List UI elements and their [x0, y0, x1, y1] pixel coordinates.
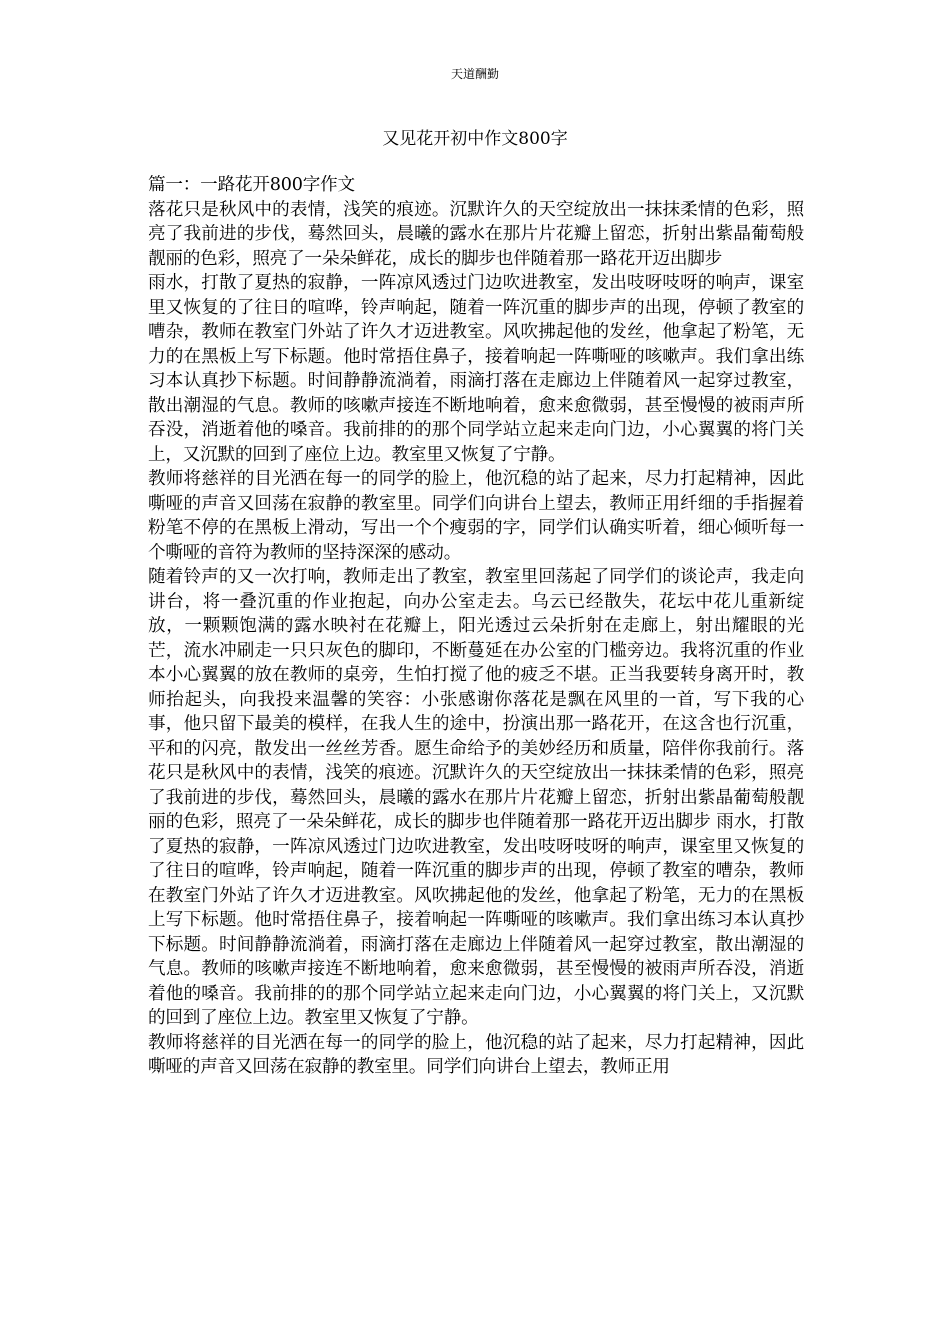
paragraph-4: 随着铃声的又一次打响，教师走出了教室，教室里回荡起了同学们的谈论声，我走向讲台，将一叠沉重的作业抱起，向办公室走去。乌云已经散失，花坛中花儿重新绽放，一颗颗饱满的露水映衬在花瓣上，阳光透过云朵折射在走廊上，射出耀眼的光芒，流水冲刷走一只只灰色的脚印，不断蔓延在办公室的门槛旁边。我将沉重的作业本小心翼翼的放在教师的桌旁，生怕打搅了他的疲乏不堪。正当我要转身离开时，教师抬起头，向我投来温馨的笑容：小张感谢你落花是飘在风里的一首，写下我的心事，他只留下最美的模样，在我人生的途中，扮演出那一路花开，在这含也行沉重，平和的闪亮，散发出一丝丝芳香。愿生命给予的美妙经历和质量，陪伴你我前行。落花只是秋风中的表情，浅笑的痕迹。沉默许久的天空绽放出一抹抹柔情的色彩，照亮了我前进的步伐，蓦然回头，晨曦的露水在那片片花瓣上留恋，折射出紫晶葡萄般靓丽的色彩，照亮了一朵朵鲜花，成长的脚步也伴随着那一路花开迈出脚步 雨水，打散了夏热的寂静，一阵凉风透过门边吹进教室，发出吱呀吱呀的响声，课室里又恢复的了往日的喧哗，铃声响起，随着一阵沉重的脚步声的出现，停顿了教室的嘈杂，教师在教室门外站了许久才迈进教室。风吹拂起他的发丝，他拿起了粉笔，无力的在黑板上写下标题。他时常捂住鼻子，接着响起一阵嘶哑的咳嗽声。我们拿出练习本认真抄下标题。时间静静流淌着，雨滴打落在走廊边上伴随着风一起穿过教室，散出潮湿的气息。教师的咳嗽声接连不断地响着，愈来愈微弱，甚至慢慢的被雨声所吞没，消逝着他的嗓音。我前排的的那个同学站立起来走向门边，小心翼翼的将门关上，又沉默的回到了座位上边。教室里又恢复了宁静。 [148, 567, 804, 1028]
paragraph-2: 雨水，打散了夏热的寂静，一阵凉风透过门边吹进教室，发出吱呀吱呀的响声，课室里又恢复的了往日的喧哗，铃声响起，随着一阵沉重的脚步声的出现，停顿了教室的嘈杂，教师在教室门外站了许久才迈进教室。风吹拂起他的发丝，他拿起了粉笔，无力的在黑板上写下标题。他时常捂住鼻子，接着响起一阵嘶哑的咳嗽声。我们拿出练习本认真抄下标题。时间静静流淌着，雨滴打落在走廊边上伴随着风一起穿过教室，散出潮湿的气息。教师的咳嗽声接连不断地响着，愈来愈微弱，甚至慢慢的被雨声所吞没，消逝着他的嗓音。我前排的的那个同学站立起来走向门边，小心翼翼的将门关上，又沉默的回到了座位上边。教室里又恢复了宁静。 [148, 273, 804, 465]
paragraph-3: 教师将慈祥的目光洒在每一的同学的脸上，他沉稳的站了起来，尽力打起精神，因此嘶哑的声音又回荡在寂静的教室里。同学们向讲台上望去，教师正用纤细的手指握着粉笔不停的在黑板上滑动，写出一个个瘦弱的字，同学们认确实听着，细心倾听每一个嘶哑的音符为教师的坚持深深的感动。 [148, 469, 804, 563]
paragraph-1: 落花只是秋风中的表情，浅笑的痕迹。沉默许久的天空绽放出一抹抹柔情的色彩，照亮了我前进的步伐，蓦然回头，晨曦的露水在那片片花瓣上留恋，折射出紫晶葡萄般靓丽的色彩，照亮了一朵朵鲜花，成长的脚步也伴随着那一路花开迈出脚步 [148, 199, 804, 269]
document-subtitle: 篇一：一路花开800字作文 [148, 175, 355, 195]
paragraph-5: 教师将慈祥的目光洒在每一的同学的脸上，他沉稳的站了起来，尽力打起精神，因此嘶哑的声音又回荡在寂静的教室里。同学们向讲台上望去，教师正用 [148, 1032, 804, 1077]
document-title: 又见花开初中作文800字 [382, 129, 568, 149]
page-header [0, 66, 950, 82]
header-text: 天道酬勤 [450, 67, 499, 81]
document-body [148, 173, 804, 1080]
